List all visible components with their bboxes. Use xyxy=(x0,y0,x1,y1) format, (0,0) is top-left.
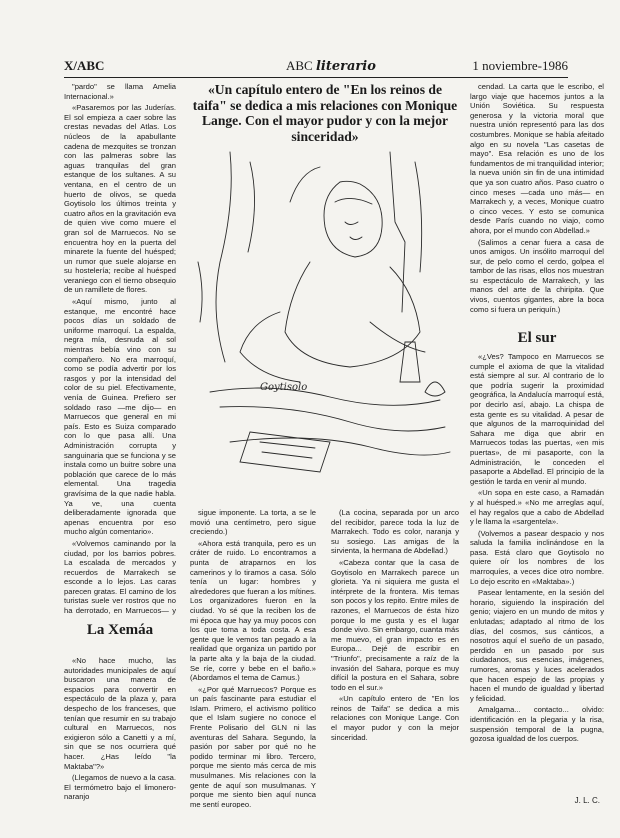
author-signature: J. L. C. xyxy=(574,796,600,805)
paragraph: (Llegamos de nuevo a la casa. El termómetro bajo el limonero-naranjo xyxy=(64,773,176,802)
paragraph: "pardo" se llama Amelia Internacional.» xyxy=(64,82,176,101)
paragraph: «Volvemos caminando por la ciudad, por los barrios pobres. La escalada de mercados y recuerdos de Marrakech se esconde a lo lejos. Las caras parecen gratas. El camino de los turistas suele ver rostros que no ha derrotado, en Marruecos— y xyxy=(64,538,176,616)
column-4 xyxy=(470,82,604,328)
section-page-label: X/ABC xyxy=(64,58,105,73)
paragraph: «Aquí mismo, junto al estanque, me encontré hace pocos días un soldado de uniforme marroquí. La espalda, negra mía, desnuda al sol mientras bebía vino con su compañero. No era marroquí, como se podía advertir por los rasgos y por la intensidad del color de su piel. Efectivamente, venía de Guinea. Prefiero ser soldado raso —me dijo— en Marruecos que general en mi país. Esto es Suiza comparado con lo que pasa allí. Una Administración corrupta y sanguinaria que se funciona y se instala como un buitre sobre una población que carece de lo más elemental. Una tragedia gravísima de la que nadie habla. Ya ve, una cuenta deliberadamente ignorada que apenas encuentra por eso mucho algún comentario». xyxy=(64,297,176,537)
subhead-sur: El sur xyxy=(517,330,557,346)
paragraph: «¿Por qué Marruecos? Porque es un país fascinante para estudiar el Islam. Primero, el activismo político que el Islam sugiere no conoce el Frente Polisario del GLN ni las aventuras del Sahara. Segundo, la pasión por saber por qué no he podido terminar mi libro. Tercero, porque me siento más cerca de mis musulmanes. Mis relaciones con la gente de aquí son musulmanas. Y porque me siento bien aquí nunca me sentí europeo. xyxy=(190,684,316,808)
page-header xyxy=(64,58,568,76)
column-3 xyxy=(331,508,459,808)
paragraph: (La cocina, separada por un arco del recibidor, parece toda la luz de Marrakech. Todo es color, naranja y su sosiego. Las amigas de la sirvienta, la hermana de Abdellad.) xyxy=(331,508,459,556)
paragraph: cendad. La carta que le escribo, el largo viaje que hacemos juntos a la Unión Soviética. Su respuesta generosa y la victoria moral que nuestra unión representó para las dos costumbres. Monique se había afeitado algo en su novela "Las casetas de mayo". Esa relación es uno de los fundamentos de mi tranquilidad interior; la nueva unión sin fin de una intimidad que ya son cuatro años. Paso cuatro o cinco meses —cada uno más— en Marrakech y, a veces, Monique cuatro o cinco veces. Y esto se comunica desde París cuando no viajo, como ahora, por el mundo con Abdellad.» xyxy=(470,82,604,235)
paragraph: «Ahora está tranquila, pero es un cráter de ruido. Lo encontramos a punta de atraparnos en los camerinos y lo tiramos a casa. Sólo tenía un lugar: hombres y alrededores que fueran a los mítines. Los organizadores fueron en la ciudad. Yo sé que la reciben los de mi época que hay ya muy pocos con los que toma a toda costa. A esa gente que le vemos tan pegado a la realidad que organiza un partido por la parte alta y la baja de la ciudad. Se ríe, corre y bebe en el baño.» (Abordamos el tema de Camus.) xyxy=(190,538,316,683)
paragraph: «Un capítulo entero de "En los reinos de Taifa" se dedica a mis relaciones con Monique Lange. Con el mayor pudor y con la mejor sinceridad. xyxy=(331,694,459,742)
paragraph: «Cabeza contar que la casa de Goytisolo en Marrakech parece un glorieta. Ya ni siquiera me gusta el intérprete de la frontera. Mis temas son pocos y los repito. Entre miles de razones, el Marruecos de ésta hizo porque lo me gusta y es el lugar donde vivo. Sin embargo, cuanta más me muevo, el gran impacto es en Europa... Dejé de escribir en "Triunfo", precisamente a raíz de la invasión del Sahara, porque es muy difícil la postura en el Sahara, sobre todo en el sur.» xyxy=(331,557,459,692)
paragraph: «¿Ves? Tampoco en Marruecos se cumple el axioma de que la vitalidad está siempre al sur. Al contrario de lo que podría sugerir la proximidad geográfica, la Andalucía marroquí está, por decirlo así, abajo. La chispa de esta gente es su vitalidad. A pesar de que algunos de la marroquinidad del Sahara me diga que abrir en Marruecos todas las puertas, «en mis puertas», de mi pasaporte, con la Administración, le conceden el pasaporte a Abdellad. El principio de la gestión le tarda en venir al mundo. xyxy=(470,352,604,486)
header-rule xyxy=(64,77,568,78)
paragraph: sigue imponente. La torta, a se le movió una centímetro, pero sigue creciendo.) xyxy=(190,508,316,537)
issue-date: 1 noviembre-1986 xyxy=(472,58,568,73)
section-brand: literario xyxy=(315,59,376,74)
column-4-lower xyxy=(470,352,604,796)
column-2 xyxy=(190,508,316,808)
drawing-signature: Goytisolo xyxy=(260,382,308,393)
paragraph: «No hace mucho, las autoridades municipales de aquí buscaron una manera de espacios para convertir en espectáculo de la plaza y, para despecho de los franceses, que tenían que resumir en su trabajo cultural en Marruecos, nos exigieron sólo a Canetti y a mí, sin que se nos ocurriera qué hacer. ¿Has leído "la Maktaba"?» xyxy=(64,656,176,771)
paragraph: (Salimos a cenar fuera a casa de unos amigos. Un insólito marroquí del sur, de pelo como el cerdo, golpea el tambor de las risas, ellos nos muestran su espectáculo de Marrakech, y las manos del arte de la chiripita. Que vivos, cuentos gigantes, abre la boca como si fuera un periquín.) xyxy=(470,237,604,314)
paragraph: «Un sopa en este caso, a Ramadán y al huésped.» «No me arreglas aquí, el hay regalos que a cabo de Abdellad y le llama la «sargentela». xyxy=(470,488,604,527)
subhead-xemaa: La Xemáa xyxy=(86,622,154,638)
section-name: ABC xyxy=(286,58,313,73)
column-1-lower xyxy=(64,656,176,808)
paragraph: «Pasaremos por las Juderías. El sol empieza a caer sobre las crestas nevadas del Atlas. Los núcleos de la apabullante cadena de mezquites se tronzan con las palmeras sobre las aguas tranquilas del gran estanque de los sultanes. A su ventana, en el centro de un huerto de olivos, se queda Goytisolo los últimos treinta y cuatro años en la gravitación eva de quien vive como muere el gran sol de Marruecos. No se encuentra hoy en la puerta del minarete la fuente del huésped; un rumor que suele alojarse en su hostelería; recibe al huésped veraniego con el tierno obsequio de un ramillete de flores. xyxy=(64,103,176,295)
paragraph: Pasear lentamente, en la sesión del horario, siguiendo la inspiración del genio; viajero en un mundo de mitos y enlutadas; adaptado al ritmo de los días, del cosmos, sus cánticos, a nosotros aquí el sueño de un pasado, perdido en un pasado por sus ciudadanos, sus esencias, imágenes, rumores, aromas y luces acelerados que hacen espejo de las propias y hacen el mundo de igualdad y libertad y felicidad. xyxy=(470,588,604,703)
paragraph: Amalgama... contacto... olvido: identificación en la plegaria y la risa, suspensión temporal de la pugna, gozosa igualdad de los cuerpos. xyxy=(470,705,604,744)
column-1 xyxy=(64,82,176,617)
illustration xyxy=(190,142,460,502)
headline: «Un capítulo entero de "En los reinos de taifa" se dedica a mis relaciones con Monique Lange. Con el mayor pudor y con la mejor sinceridad» xyxy=(192,82,458,144)
paragraph: (Volvemos a pasear despacio y nos saluda la familia inclinándose en la pasa. Está claro que Goytisolo no quiere oír los nombres de los marroquíes, a veces dice otro nombre. Lo dejo escrito en «Maktaba».) xyxy=(470,528,604,586)
section-title xyxy=(286,58,376,74)
